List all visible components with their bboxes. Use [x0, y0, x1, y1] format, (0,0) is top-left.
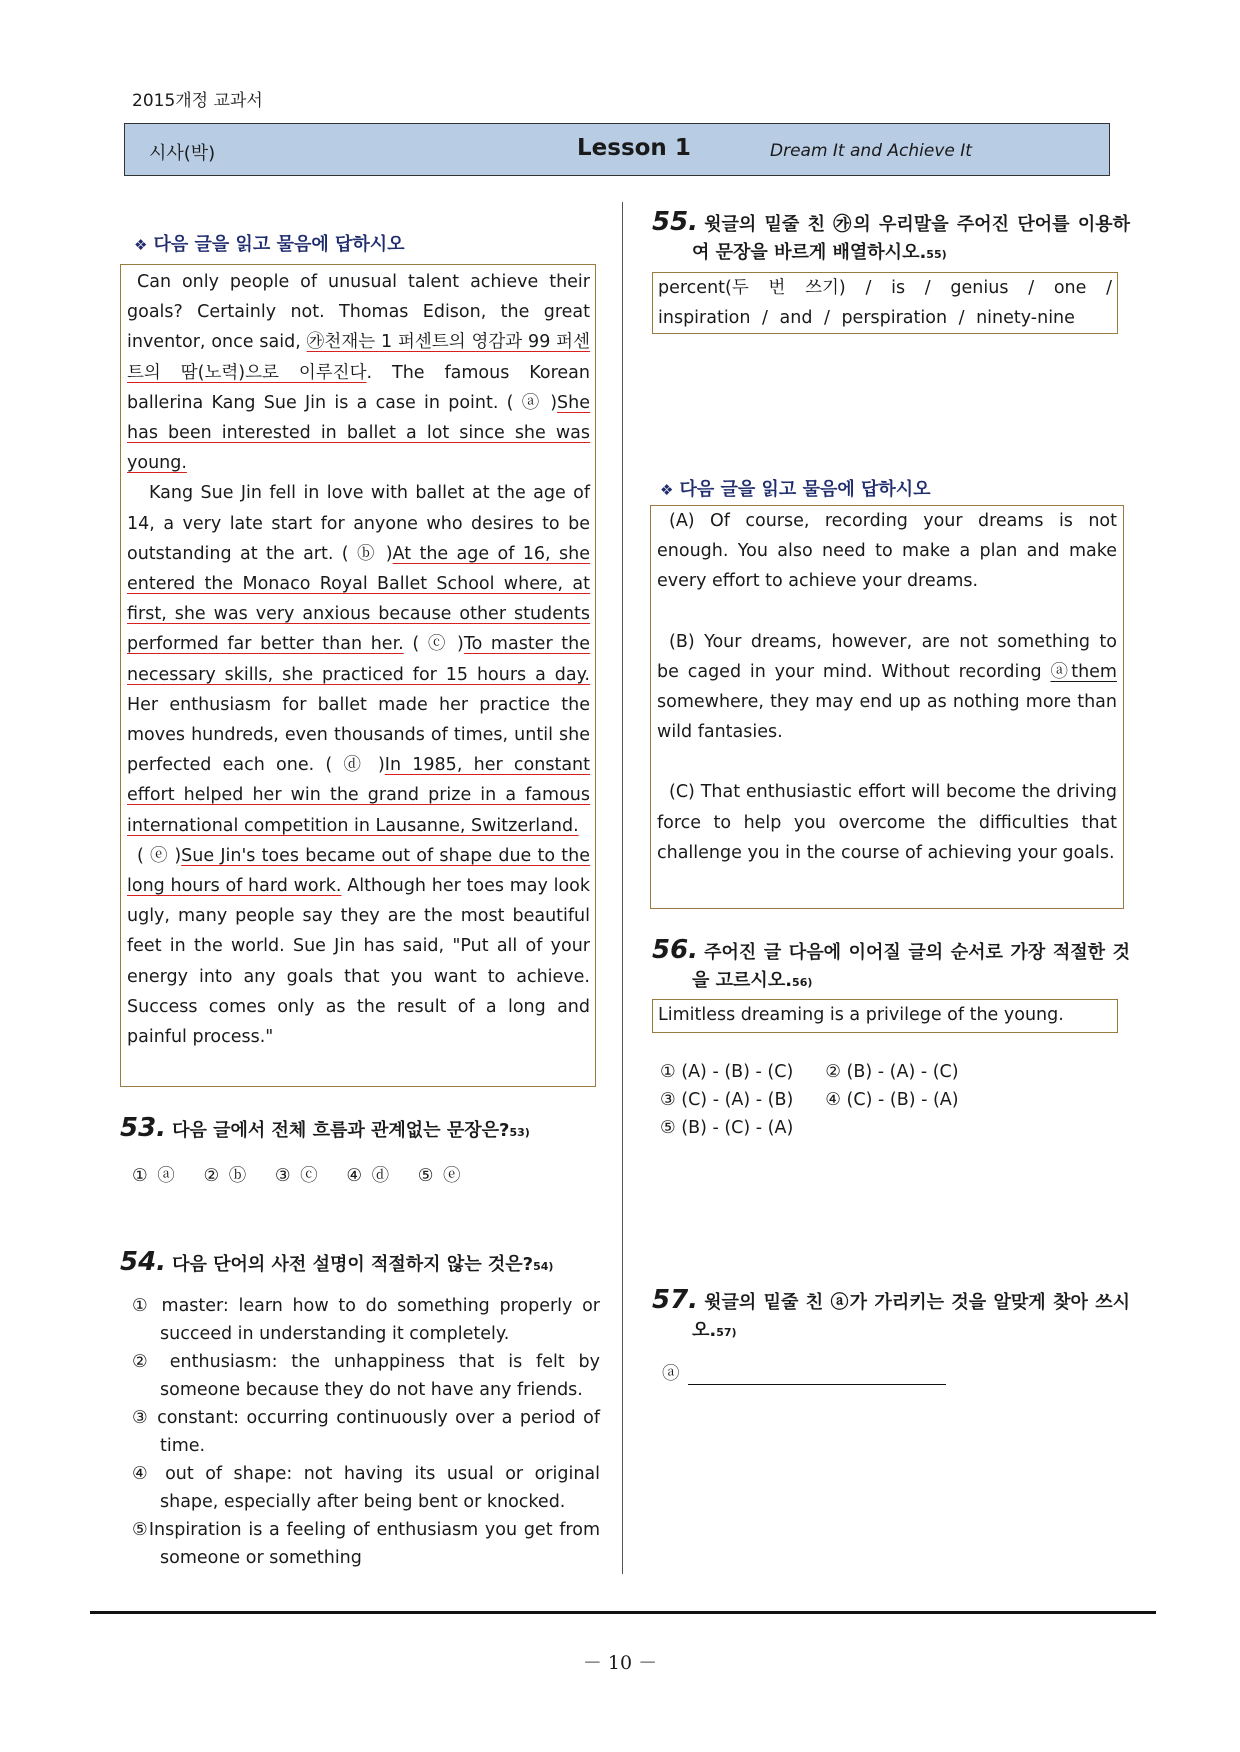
passage-text: Although her toes may look ugly, many people say they are the most beautiful feet in the world. Sue Jin has said, "Put all of your energy into any goals that you want to achieve. Success comes only as the result of a long and painful process." [127, 876, 590, 1048]
question-text: 다음 글에서 전체 흐름과 관계없는 문장은? [172, 1120, 510, 1141]
underlined-sentence-ga: ㉮천재는 1 퍼센트의 영감과 99 퍼센트의 땀(노력)으로 이루진다 [127, 332, 590, 383]
footnote-ref: 54) [533, 1260, 554, 1273]
underlined-sentence-b: At the age of 16, she entered the Monaco Royal Ballet School where, at first, she was very anxious because other students performed far better than her. [127, 543, 590, 655]
question-number: 56. [652, 935, 699, 965]
answer-blank-line[interactable] [688, 1364, 946, 1385]
passage-paragraph-b [657, 627, 1117, 748]
passage-text: Can only people of unusual talent achieve their goals? Certainly not. Thomas Edison, the great inventor, once said, [127, 272, 590, 353]
choices-row [660, 1114, 959, 1142]
passage-paragraph-c: (C) That enthusiastic effort will become the driving force to help you overcome the difficulties that challenge you in the course of achieving your goals. [657, 782, 1117, 863]
given-sentence: Limitless dreaming is a privilege of the young. [652, 999, 1118, 1033]
reading-passage [120, 264, 596, 1087]
passage-text: ( ⓒ ) [403, 634, 464, 655]
diamond-icon: ❖ [660, 481, 674, 499]
instruction-heading [660, 475, 931, 501]
question-55 [652, 208, 1130, 269]
answer-blank-row [662, 1360, 946, 1385]
passage-text: (B) Your dreams, however, are not something to be caged in your mind. Without recording [657, 631, 1117, 682]
question-text: 윗글의 밑줄 친 ㉮의 우리말을 주어진 단어를 이용하여 문장을 바르게 배열하시오. [692, 214, 1130, 263]
question-57 [652, 1286, 1130, 1347]
passage-paragraph [127, 267, 590, 478]
column-divider [622, 202, 623, 1574]
instruction-text: 다음 글을 읽고 물음에 답하시오 [679, 479, 931, 500]
instruction-heading [134, 230, 405, 256]
underlined-sentence-a: She has been interested in ballet a lot since she was young. [127, 392, 590, 474]
publisher: 시사(박) [149, 143, 216, 164]
lesson-number: Lesson 1 [577, 135, 691, 161]
word-bank: percent(두 번 쓰기) / is / genius / one / inspiration / and / perspiration / ninety-nine [652, 272, 1118, 334]
question-text: 윗글의 밑줄 친 ⓐ가 가리키는 것을 알맞게 찾아 쓰시오. [692, 1292, 1130, 1341]
answer-option: ⑤Inspiration is a feeling of enthusiasm you get from someone or something [132, 1520, 600, 1568]
question-56-choices [660, 1058, 959, 1142]
answer-option: ③ constant: occurring continuously over a period of time. [132, 1408, 600, 1456]
passage-text: Kang Sue Jin fell in love with ballet at the age of 14, a very late start for anyone who desires to be outstanding at the art. ( ⓑ ) [127, 483, 590, 564]
answer-option: ④ (C) - (B) - (A) [825, 1090, 959, 1110]
instruction-text: 다음 글을 읽고 물음에 답하시오 [153, 234, 405, 255]
question-text: 다음 단어의 사전 설명이 적절하지 않는 것은? [172, 1254, 534, 1275]
passage-text: somewhere, they may end up as nothing more than wild fantasies. [657, 692, 1117, 743]
question-56 [652, 936, 1130, 997]
answer-option: ② (B) - (A) - (C) [825, 1062, 959, 1082]
question-54 [120, 1248, 600, 1281]
question-number: 57. [652, 1285, 699, 1315]
choices-row [660, 1058, 959, 1086]
lesson-title: Dream It and Achieve It [770, 141, 972, 161]
passage-paragraph [127, 841, 590, 1052]
answer-option: ④ out of shape: not having its usual or original shape, especially after being bent or knocked. [132, 1464, 600, 1512]
underlined-sentence-d: In 1985, her constant effort helped her win the grand prize in a famous international competition in Lausanne, Switzerland. [127, 755, 591, 836]
passage-paragraph [127, 478, 590, 840]
answer-option: ⑤ (B) - (C) - (A) [660, 1118, 794, 1138]
answer-option: ② enthusiasm: the unhappiness that is felt by someone because they do not have any friends. [132, 1352, 600, 1400]
footer-rule [90, 1611, 1156, 1614]
answer-label: ⓐ [662, 1364, 680, 1384]
answer-option: ③ (C) - (A) - (B) [660, 1090, 794, 1110]
question-number: 54. [120, 1247, 167, 1277]
footnote-ref: 55) [926, 248, 947, 261]
answer-option: ① (A) - (B) - (C) [660, 1062, 794, 1082]
question-54-options [132, 1292, 600, 1572]
passage-text: . The famous Korean ballerina Kang Sue Jin is a case in point. ( ⓐ ) [127, 362, 590, 413]
diamond-icon: ❖ [134, 236, 148, 254]
footnote-ref: 57) [716, 1326, 737, 1339]
question-number: 53. [120, 1113, 167, 1143]
passage-paragraph-a: (A) Of course, recording your dreams is not enough. You also need to make a plan and make every effort to achieve your dreams. [657, 511, 1117, 592]
question-53 [120, 1114, 600, 1147]
underlined-sentence-e: Sue Jin's toes became out of shape due to the long hours of hard work. [127, 845, 590, 897]
answer-option: ① master: learn how to do something properly or succeed in understanding it completely. [132, 1296, 600, 1344]
textbook-label: 2015개정 교과서 [132, 91, 263, 111]
passage-text: Her enthusiasm for ballet made her practice the moves hundreds, even thousands of times, until she perfected each one. ( ⓓ ) [127, 694, 590, 776]
page-number: － 10 － [582, 1652, 658, 1674]
footnote-ref: 53) [509, 1126, 530, 1139]
underlined-word-a: ⓐthem [1050, 661, 1117, 682]
underlined-sentence-c: To master the necessary skills, she practiced for 15 hours a day. [127, 634, 591, 685]
reading-passage-2 [650, 505, 1124, 909]
question-text: 주어진 글 다음에 이어질 글의 순서로 가장 적절한 것을 고르시오. [692, 942, 1130, 991]
choices-row [660, 1086, 959, 1114]
passage-text: ( ⓔ ) [137, 845, 182, 866]
lesson-banner [124, 123, 1110, 176]
footnote-ref: 56) [792, 976, 813, 989]
question-number: 55. [652, 207, 699, 237]
question-53-choices: ① ⓐ ② ⓑ ③ ⓒ ④ ⓓ ⑤ ⓔ [132, 1166, 461, 1186]
